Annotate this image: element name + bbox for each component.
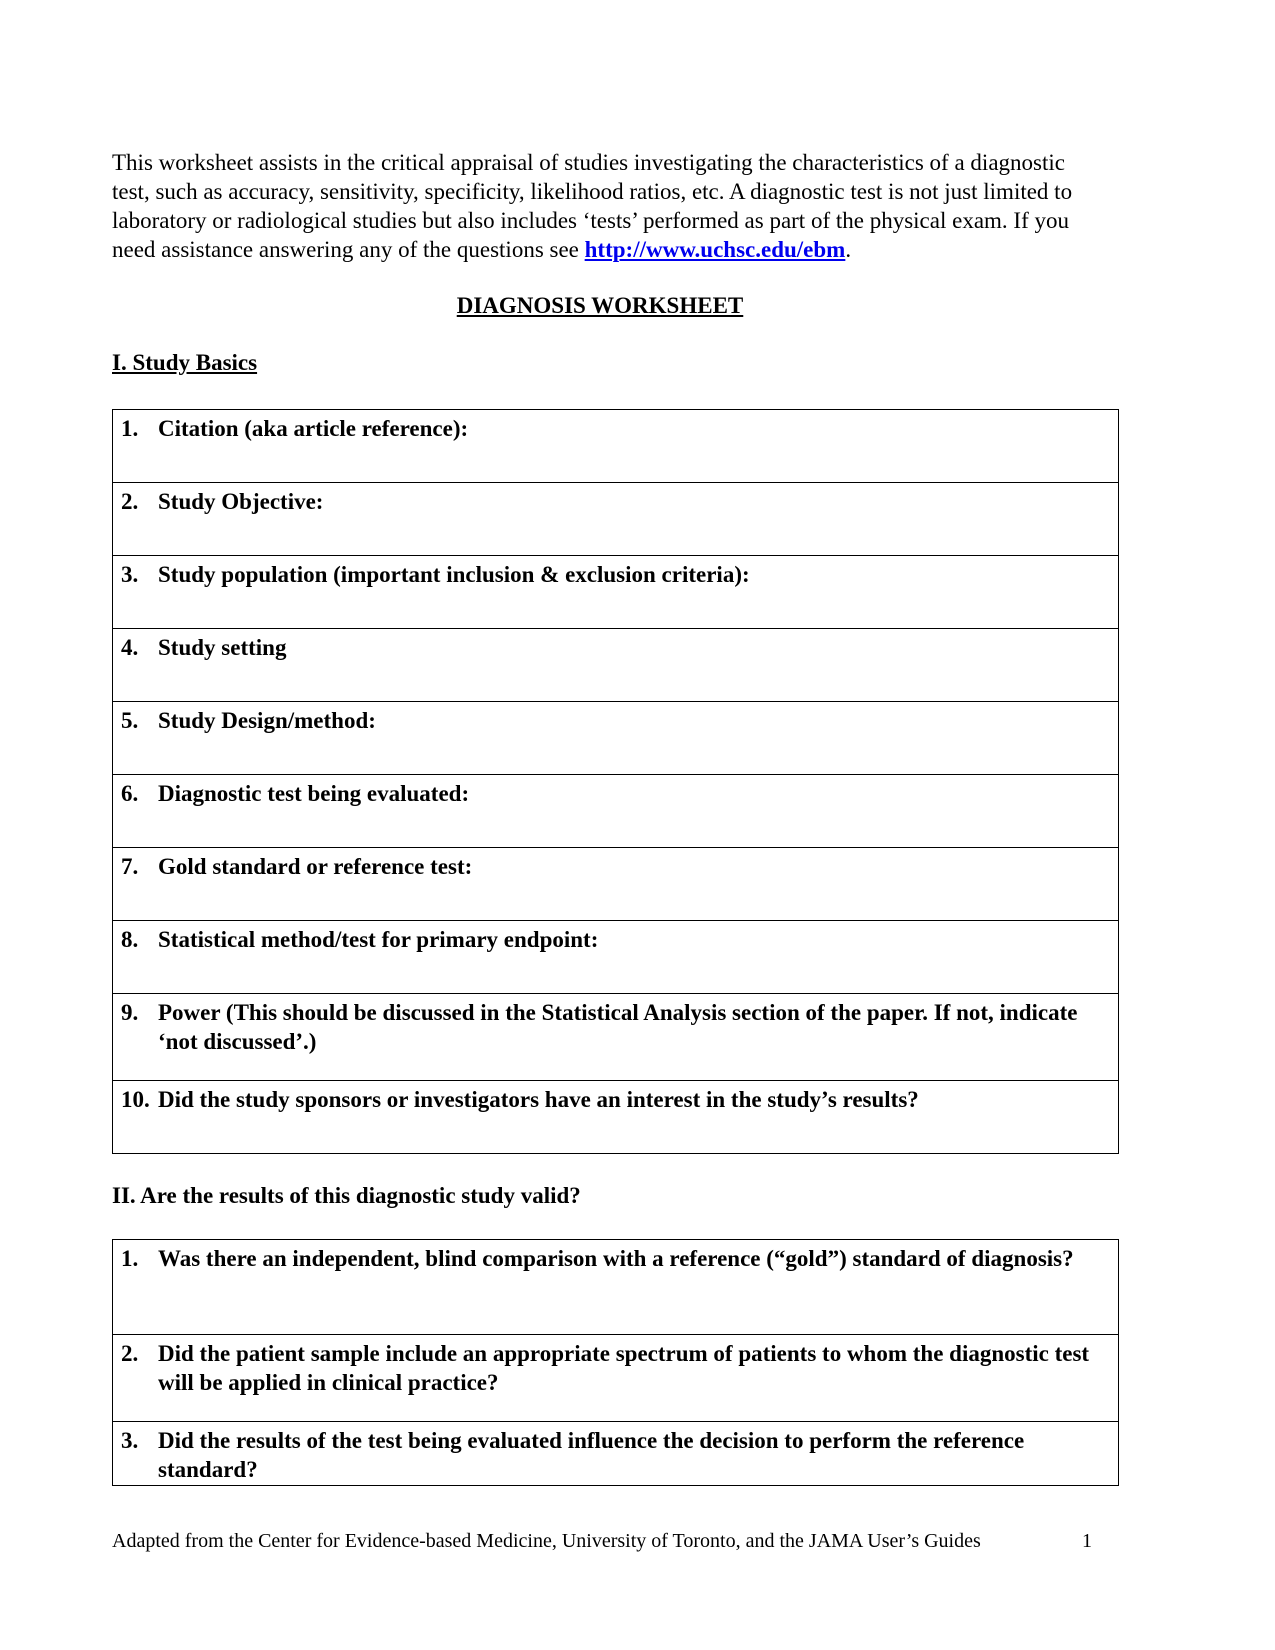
intro-text: This worksheet assists in the critical appraisal of studies investigating the characteristics of a diagnostic test, such as accuracy, sensitivity, specificity, likelihood ratios, etc. A diagnostic test is not just limited to laboratory or radiological studies but also includes ‘tests’ performed as part of the physical exam. If you need assistance answering any of the questions see — [112, 150, 1073, 262]
section-2-heading: II. Are the results of this diagnostic study valid? — [112, 1183, 581, 1208]
table-row — [113, 556, 1119, 629]
question-text: Gold standard or reference test: — [158, 854, 473, 879]
intro-end: . — [845, 237, 852, 262]
question-text: Statistical method/test for primary endpoint: — [158, 927, 599, 952]
question-text: Did the results of the test being evaluated influence the decision to perform the reference standard? — [158, 1428, 1025, 1482]
table-row — [113, 848, 1119, 921]
question-number: 6. — [121, 781, 139, 806]
question-number: 5. — [121, 708, 139, 733]
page-footer — [112, 1530, 1092, 1553]
question-number: 1. — [121, 416, 139, 441]
question-text: Did the study sponsors or investigators have an interest in the study’s results? — [158, 1087, 919, 1112]
table-row — [113, 410, 1119, 483]
question-text: Power (This should be discussed in the Statistical Analysis section of the paper. If not, indicate ‘not discussed’.) — [158, 1000, 1078, 1054]
table-row — [113, 629, 1119, 702]
ebm-link[interactable]: http://www.uchsc.edu/ebm — [584, 237, 846, 262]
question-number: 2. — [121, 1341, 139, 1366]
question-number: 1. — [121, 1246, 139, 1271]
footer-text: Adapted from the Center for Evidence-based Medicine, University of Toronto, and the JAMA User’s Guides — [112, 1530, 981, 1552]
document-title: DIAGNOSIS WORKSHEET — [456, 293, 744, 318]
question-text: Study population (important inclusion & exclusion criteria): — [158, 562, 750, 587]
table-row — [113, 921, 1119, 994]
table-row — [113, 702, 1119, 775]
question-text: Citation (aka article reference): — [158, 416, 469, 441]
question-text: Study Design/method: — [158, 708, 376, 733]
question-text: Study Objective: — [158, 489, 324, 514]
page-number: 1 — [1082, 1530, 1092, 1552]
question-text: Diagnostic test being evaluated: — [158, 781, 470, 806]
table-row — [113, 1081, 1119, 1154]
table-row — [113, 994, 1119, 1081]
table-row — [113, 1335, 1119, 1422]
intro-paragraph — [112, 148, 1092, 264]
question-number: 3. — [121, 562, 139, 587]
table-row — [113, 483, 1119, 556]
question-text: Did the patient sample include an appropriate spectrum of patients to whom the diagnostic test will be applied in clinical practice? — [158, 1341, 1090, 1395]
question-number: 7. — [121, 854, 139, 879]
table-row — [113, 1422, 1119, 1486]
question-number: 2. — [121, 489, 139, 514]
validity-table — [112, 1239, 1119, 1486]
study-basics-table — [112, 409, 1119, 1154]
question-number: 8. — [121, 927, 139, 952]
section-1-heading: I. Study Basics — [112, 350, 258, 375]
question-number: 10. — [121, 1087, 150, 1112]
question-text: Was there an independent, blind comparison with a reference (“gold”) standard of diagnosis? — [158, 1246, 1074, 1271]
table-row — [113, 1240, 1119, 1335]
question-text: Study setting — [158, 635, 287, 660]
question-number: 4. — [121, 635, 139, 660]
question-number: 3. — [121, 1428, 139, 1453]
question-number: 9. — [121, 1000, 139, 1025]
table-row — [113, 775, 1119, 848]
